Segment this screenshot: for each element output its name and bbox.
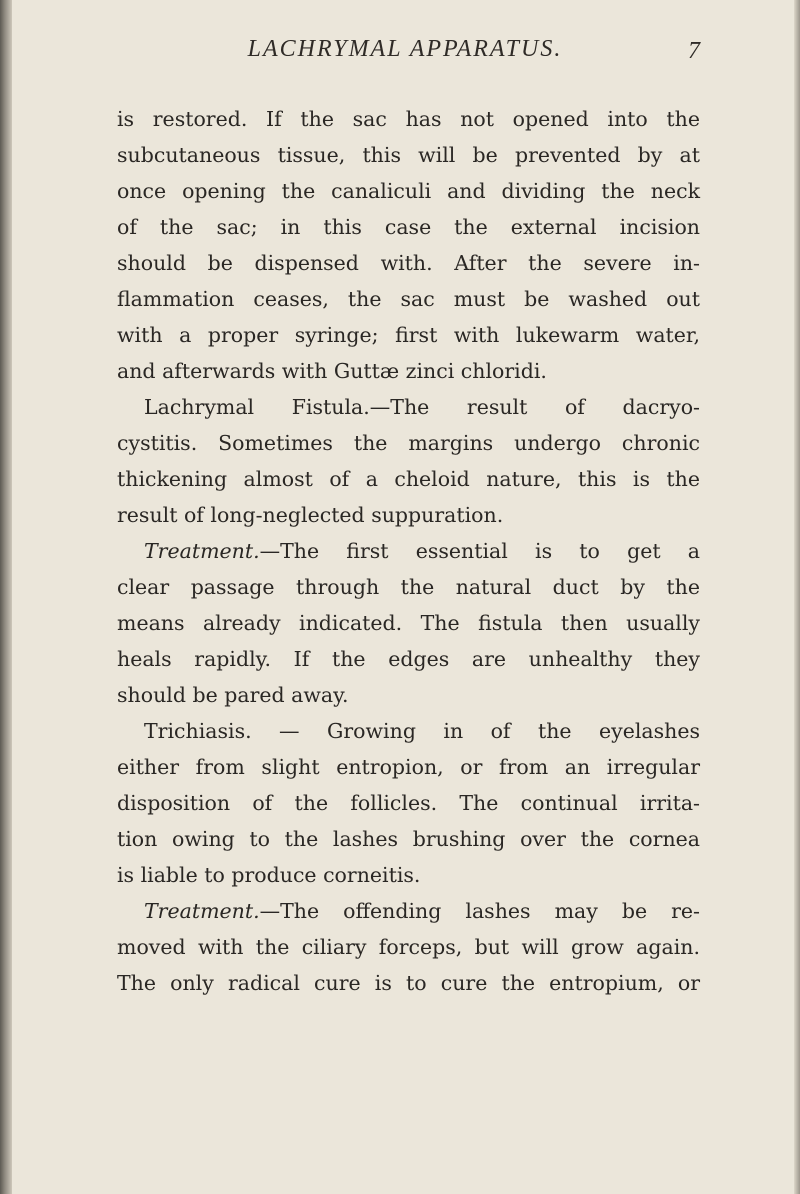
text-line: of the sac; in this case the external incision xyxy=(117,215,700,239)
text-line: clear passage through the natural duct by the xyxy=(117,575,700,599)
text-line: —The first essential is to get a xyxy=(259,539,700,563)
text-line: cystitis. Sometimes the margins undergo chronic xyxy=(117,431,700,455)
text-line: flammation ceases, the sac must be washed out xyxy=(117,287,700,311)
text-line: tion owing to the lashes brushing over the cornea xyxy=(117,827,700,851)
text-line: is restored. If the sac has not opened into the xyxy=(117,107,700,131)
text-line: The only radical cure is to cure the entropium, or xyxy=(117,971,700,995)
text-line: subcutaneous tissue, this will be prevented by at xyxy=(117,143,700,167)
text-line: means already indicated. The fistula then usually xyxy=(117,611,700,635)
text-line: with a proper syringe; first with lukewarm water, xyxy=(117,323,700,347)
treatment-paragraph-line xyxy=(117,893,700,929)
treatment-label: Treatment. xyxy=(144,899,260,923)
text-line: Trichiasis. — Growing in of the eyelashes xyxy=(144,719,700,743)
text-line: should be pared away. xyxy=(117,683,349,707)
text-line: result of long-neglected suppuration. xyxy=(117,503,504,527)
text-line: disposition of the follicles. The continual irrita- xyxy=(117,791,700,815)
text-line: should be dispensed with. After the severe in- xyxy=(117,251,700,275)
text-line: heals rapidly. If the edges are unhealthy they xyxy=(117,647,700,671)
page-body xyxy=(117,101,700,1001)
treatment-label: Treatment. xyxy=(144,539,260,563)
treatment-paragraph-line xyxy=(117,533,700,569)
text-line: either from slight entropion, or from an irregular xyxy=(117,755,700,779)
text-line: and afterwards with Guttæ zinci chloridi. xyxy=(117,359,547,383)
text-line: thickening almost of a cheloid nature, this is the xyxy=(117,467,700,491)
book-binding-shadow xyxy=(0,0,12,1194)
text-line: moved with the ciliary forceps, but will grow again. xyxy=(117,935,700,959)
text-line: is liable to produce corneitis. xyxy=(117,863,421,887)
page-header xyxy=(110,36,700,76)
text-line: Lachrymal Fistula.—The result of dacryo- xyxy=(144,395,700,419)
page-number: 7 xyxy=(688,38,700,64)
running-title: LACHRYMAL APPARATUS. xyxy=(247,36,563,62)
page-edge-shadow xyxy=(794,0,800,1194)
text-line: once opening the canaliculi and dividing the neck xyxy=(117,179,700,203)
text-line: —The offending lashes may be re- xyxy=(259,899,700,923)
